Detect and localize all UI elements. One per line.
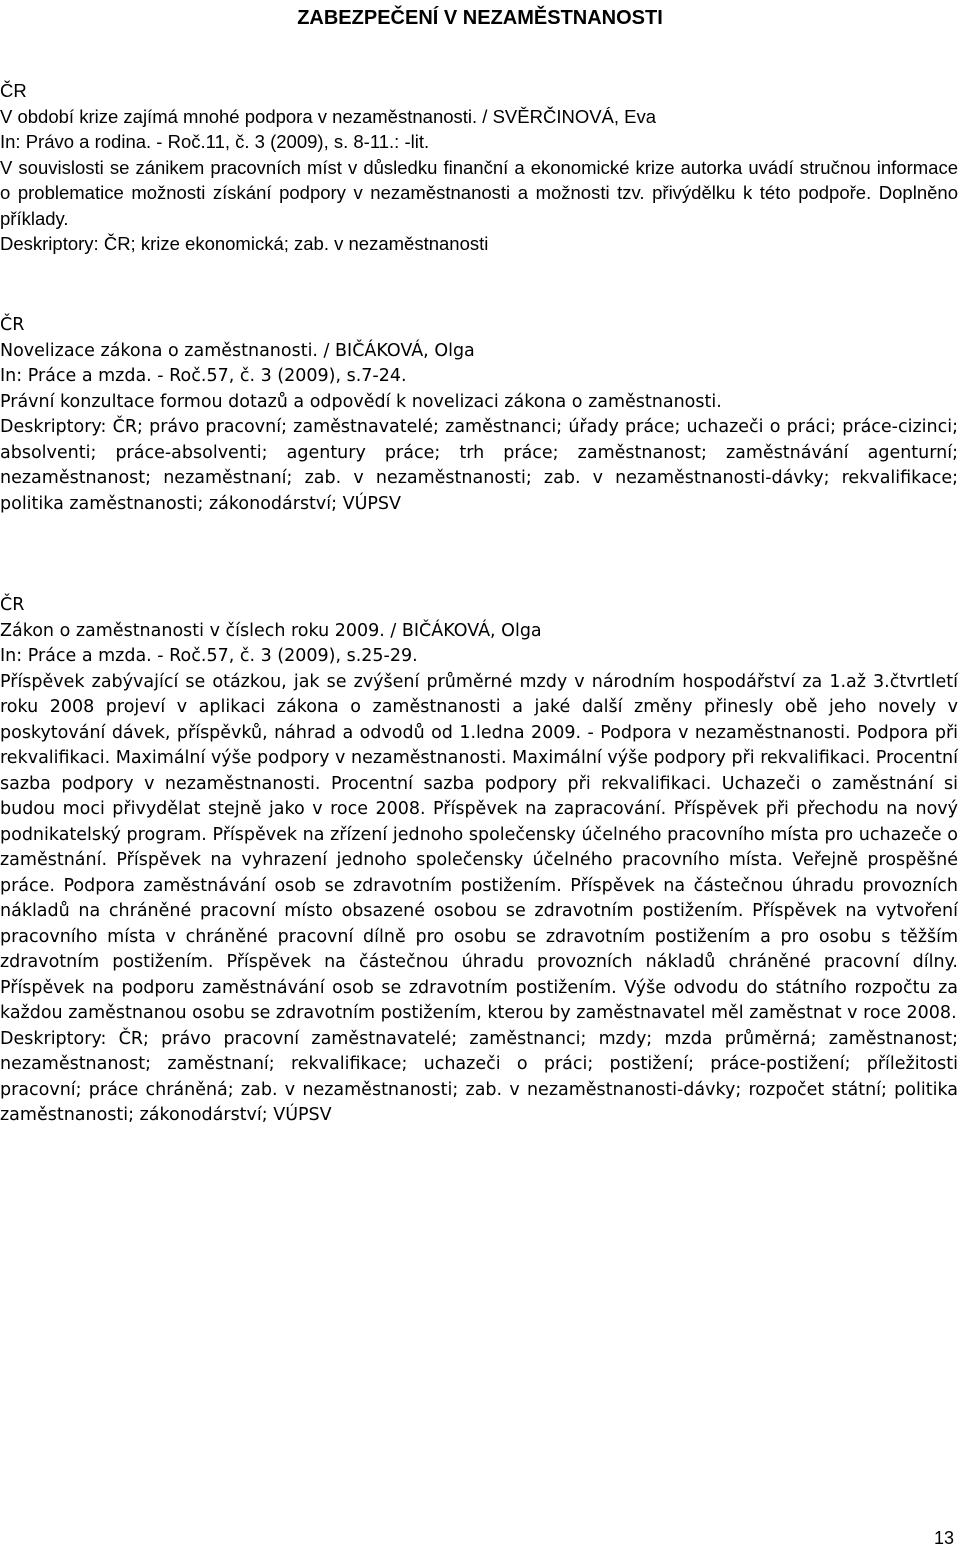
bibliographic-record [0,313,958,517]
record-title-author: Novelizace zákona o zaměstnanosti. / BIČÁKOVÁ, Olga [0,340,475,361]
record-source: In: Práce a mzda. - Roč.57, č. 3 (2009), s.25-29. [0,646,418,666]
page-number: 13 [933,1528,954,1548]
page-title: ZABEZPEČENÍ V NEZAMĚSTNANOSTI [297,7,663,29]
record-source: In: Práce a mzda. - Roč.57, č. 3 (2009), s.7-24. [0,366,407,386]
record-descriptors: Deskriptory: ČR; krize ekonomická; zab. v nezaměstnanosti [0,233,489,254]
bibliographic-record [0,78,958,257]
record-descriptors: Deskriptory: ČR; právo pracovní zaměstnavatelé; zaměstnanci; mzdy; mzda průměrná; zaměstnanost; nezaměstnanost; zaměstnaní; rekvalifikace; uchazeči o práci; postižení; práce-postižení; příležitosti pracovní; práce chráněná; zab. v nezaměstnanosti; zab. v nezaměstnanosti-dávky; rozpočet státní; politika zaměstnanosti; zákonodárství; VÚPSV [0,1028,958,1125]
record-title-author: Zákon o zaměstnanosti v číslech roku 2009. / BIČÁKOVÁ, Olga [0,620,542,641]
bibliographic-record [0,593,958,1129]
record-annotation: Právní konzultace formou dotazů a odpovědí k novelizaci zákona o zaměstnanosti. [0,391,722,412]
record-country: ČR [0,80,27,101]
record-country: ČR [0,595,25,615]
record-source: In: Právo a rodina. - Roč.11, č. 3 (2009), s. 8-11.: -lit. [0,131,430,152]
record-country: ČR [0,315,25,335]
record-title-author: V období krize zajímá mnohé podpora v nezaměstnanosti. / SVĚRČINOVÁ, Eva [0,105,657,127]
record-annotation: Příspěvek zabývající se otázkou, jak se zvýšení průměrné mzdy v národním hospodářství za 1.až 3.čtvrtletí roku 2008 projeví v aplikaci zákona o zaměstnanosti a jaké další změny přinesly obě jeho novely v poskytování dávek, příspěvků, náhrad a odvodů od 1.ledna 2009. - Podpora v nezaměstnanosti. Podpora při rekvalifikaci. Maximální výše podpory v nezaměstnanosti. Maximální výše podpory při rekvalifikaci. Procentní sazba podpory v nezaměstnanosti. Procentní sazba podpory při rekvalifikaci. Uchazeči o zaměstnání si budou moci přivydělat stejně jako v roce 2008. Příspěvek na zapracování. Příspěvek při přechodu na nový podnikatelský program. Příspěvek na zřízení jednoho společensky účelného pracovního místa pro uchazeče o zaměstnání. Příspěvek na vyhrazení jednoho společensky účelného pracovního místa. Veřejně prospěšné práce. Podpora zaměstnávání osob se zdravotním postižením. Příspěvek na částečnou úhradu provozních nákladů na chráněné pracovní místo obsazené osobou se zdravotním postižením. Příspěvek na vytvoření pracovního místa v chráněné pracovní dílně pro osobu se zdravotním postižením a pro osobu s těžším zdravotním postižením. Příspěvek na částečnou úhradu provozních nákladů chráněné pracovní dílny. Příspěvek na podporu zaměstnávání osob se zdravotním postižením. Výše odvodu do státního rozpočtu za každou zaměstnanou osobu se zdravotním postižením, kterou by zaměstnavatel měl zaměstnat v roce 2008. [0,671,958,1023]
record-descriptors: Deskriptory: ČR; právo pracovní; zaměstnavatelé; zaměstnanci; úřady práce; uchazeči o práci; práce-cizinci; absolventi; práce-absolventi; agentury práce; trh práce; zaměstnanost; zaměstnávání agenturní; nezaměstnanost; nezaměstnaní; zab. v nezaměstnanosti; zab. v nezaměstnanosti-dávky; rekvalifikace; politika zaměstnanosti; zákonodárství; VÚPSV [0,417,958,514]
record-annotation: V souvislosti se zánikem pracovních míst v důsledku finanční a ekonomické krize autorka uvádí stručnou informace o problematice možnosti získání podpory v nezaměstnanosti a možnosti tzv. přivýdělku k této podpoře. Doplněno příklady. [0,156,958,229]
